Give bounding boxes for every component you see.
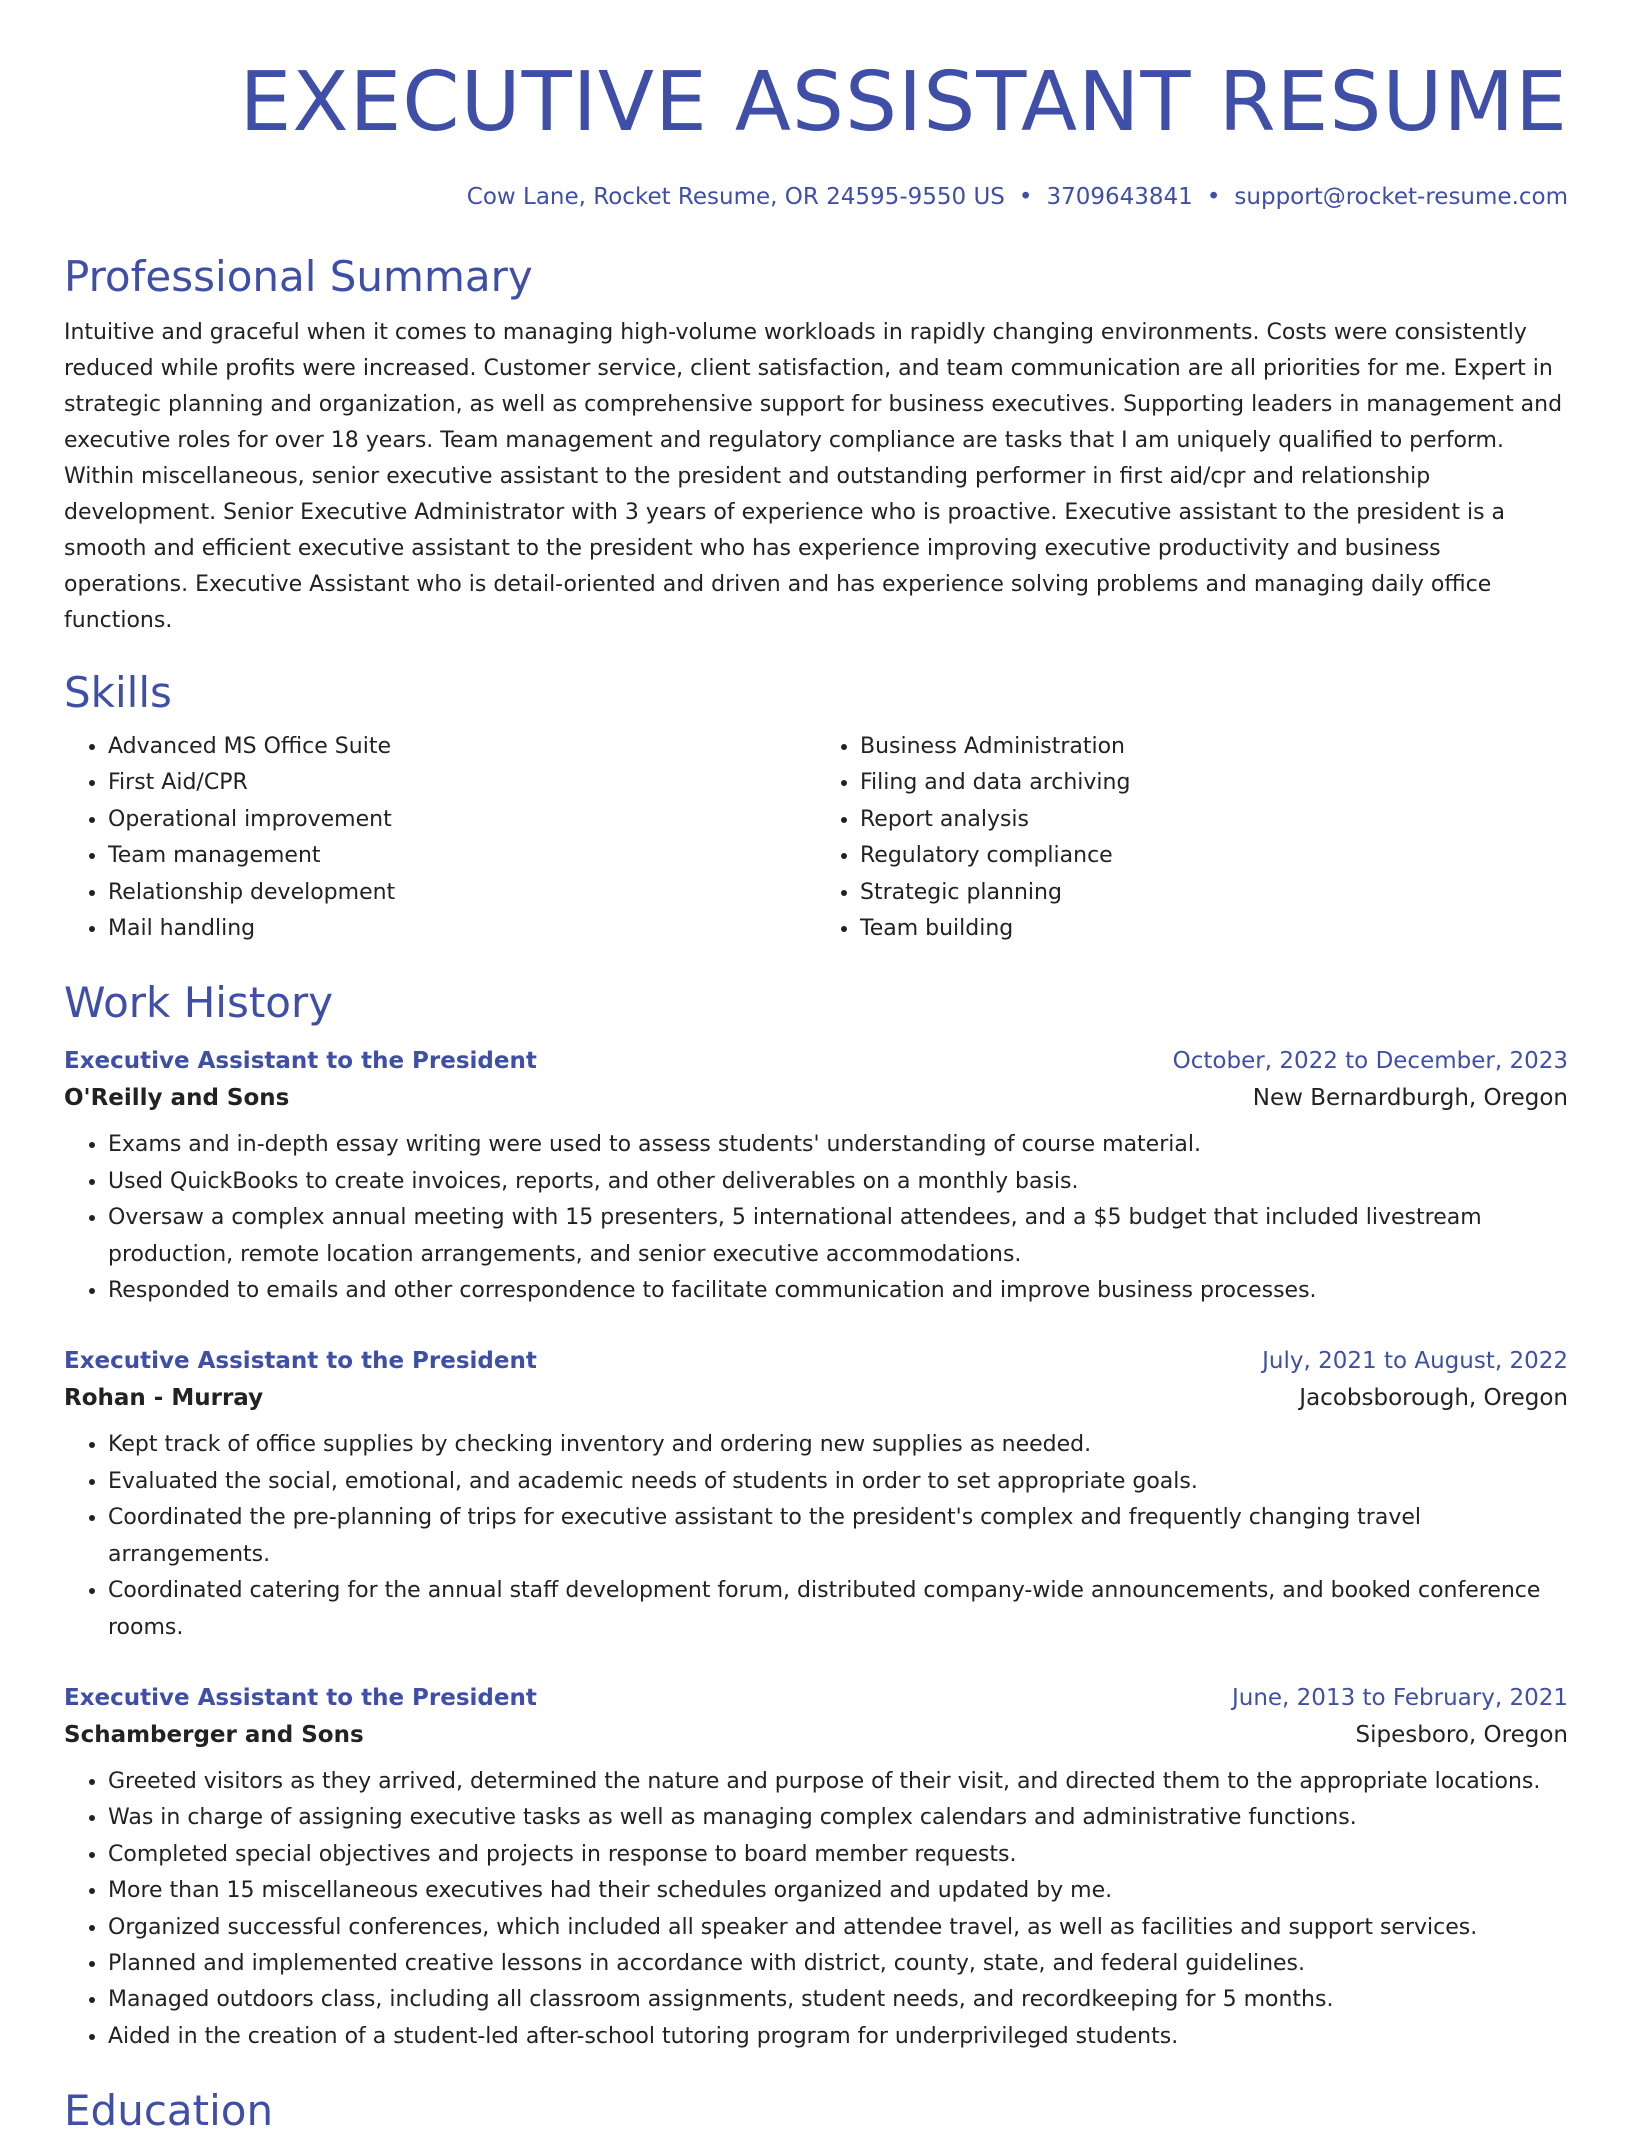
job-duty: • Planned and implemented creative lessons in accordance with district, county, state, and federal guidelines. bbox=[108, 1946, 1568, 1982]
job-entry bbox=[64, 1680, 1568, 2055]
skills-list bbox=[64, 729, 1568, 947]
job-header-row bbox=[64, 1680, 1568, 1716]
job-duty: • Greeted visitors as they arrived, determined the nature and purpose of their visit, and directed them to the appropriate locations. bbox=[108, 1764, 1568, 1800]
skill-item: • Filing and data archiving bbox=[860, 765, 1568, 801]
job-duty: • Oversaw a complex annual meeting with 15 presenters, 5 international attendees, and a $5 budget that included livestream production, remote location arrangements, and senior executive accommodations. bbox=[108, 1200, 1568, 1273]
job-location: Jacobsborough, Oregon bbox=[1299, 1385, 1568, 1412]
job-duty: • Used QuickBooks to create invoices, reports, and other deliverables on a monthly basis. bbox=[108, 1164, 1568, 1200]
job-title: Executive Assistant to the President bbox=[64, 1684, 537, 1711]
job-duty: • Coordinated catering for the annual staff development forum, distributed company-wide announcements, and booked conference rooms. bbox=[108, 1573, 1568, 1646]
skills-column-left bbox=[64, 729, 816, 947]
skill-item: • First Aid/CPR bbox=[108, 765, 816, 801]
skill-item: • Mail handling bbox=[108, 911, 816, 947]
contact-line bbox=[64, 181, 1568, 213]
job-duty: • Was in charge of assigning executive tasks as well as managing complex calendars and administrative functions. bbox=[108, 1800, 1568, 1836]
skill-item: • Regulatory compliance bbox=[860, 838, 1568, 874]
job-location: New Bernardburgh, Oregon bbox=[1252, 1085, 1568, 1112]
job-duty: • More than 15 miscellaneous executives had their schedules organized and updated by me. bbox=[108, 1873, 1568, 1909]
professional-summary-heading: Professional Summary bbox=[64, 252, 533, 301]
job-location: Sipesboro, Oregon bbox=[1355, 1721, 1568, 1748]
contact-address: Cow Lane, Rocket Resume, OR 24595-9550 US bbox=[466, 184, 1005, 210]
work-history-heading: Work History bbox=[64, 978, 334, 1028]
job-company-row bbox=[64, 1716, 1568, 1754]
job-company: O'Reilly and Sons bbox=[64, 1085, 290, 1112]
professional-summary-text: Intuitive and graceful when it comes to managing high-volume workloads in rapidly changing environments. Costs were consistently reduced while profits were increased. Customer service, client satisfaction, and team communication are all priorities for me. Expert in strategic planning and organization, as well as comprehensive support for business executives. Supporting leaders in management and executive roles for over 18 years. Team management and regulatory compliance are tasks that I am uniquely qualified to perform. Within miscellaneous, senior executive assistant to the president and outstanding performer in first aid/cpr and relationship development. Senior Executive Administrator with 3 years of experience who is proactive. Executive assistant to the president is a smooth and efficient executive assistant to the president who has experience improving executive productivity and business operations. Executive Assistant who is detail-oriented and driven and has experience solving problems and managing daily office functions. bbox=[64, 320, 1563, 633]
skill-item: • Business Administration bbox=[860, 729, 1568, 765]
job-header-row bbox=[64, 1043, 1568, 1079]
job-duties-list bbox=[64, 1127, 1568, 1309]
skill-item: • Strategic planning bbox=[860, 875, 1568, 911]
contact-email: support@rocket-resume.com bbox=[1234, 184, 1568, 210]
job-duties-list bbox=[64, 1764, 1568, 2055]
skill-item: • Operational improvement bbox=[108, 802, 816, 838]
job-dates: June, 2013 to February, 2021 bbox=[1231, 1684, 1568, 1711]
job-company-row bbox=[64, 1379, 1568, 1417]
job-duty: • Aided in the creation of a student-led after-school tutoring program for underprivileged students. bbox=[108, 2019, 1568, 2055]
job-duty: • Kept track of office supplies by checking inventory and ordering new supplies as needed. bbox=[108, 1427, 1568, 1463]
job-entry bbox=[64, 1043, 1568, 1309]
job-title: Executive Assistant to the President bbox=[64, 1048, 537, 1075]
contact-separator: • bbox=[1206, 184, 1221, 210]
skill-item: • Team management bbox=[108, 838, 816, 874]
job-duty: • Organized successful conferences, which included all speaker and attendee travel, as well as facilities and support services. bbox=[108, 1910, 1568, 1946]
job-company: Schamberger and Sons bbox=[64, 1721, 364, 1748]
job-duty: • Evaluated the social, emotional, and academic needs of students in order to set appropriate goals. bbox=[108, 1464, 1568, 1500]
skill-item: • Advanced MS Office Suite bbox=[108, 729, 816, 765]
job-entry bbox=[64, 1343, 1568, 1645]
job-title: Executive Assistant to the President bbox=[64, 1348, 537, 1375]
job-duty: • Managed outdoors class, including all classroom assignments, student needs, and recordkeeping for 5 months. bbox=[108, 1982, 1568, 2018]
skill-item: • Relationship development bbox=[108, 875, 816, 911]
skills-heading: Skills bbox=[64, 668, 172, 717]
education-heading: Education bbox=[64, 2086, 274, 2136]
job-dates: July, 2021 to August, 2022 bbox=[1262, 1348, 1568, 1375]
job-company: Rohan - Murray bbox=[64, 1385, 264, 1412]
job-duties-list bbox=[64, 1427, 1568, 1645]
job-dates: October, 2022 to December, 2023 bbox=[1172, 1048, 1568, 1075]
contact-separator: • bbox=[1018, 184, 1033, 210]
skill-item: • Team building bbox=[860, 911, 1568, 947]
resume-title: EXECUTIVE ASSISTANT RESUME bbox=[239, 55, 1568, 150]
job-company-row bbox=[64, 1079, 1568, 1117]
contact-phone: 3709643841 bbox=[1046, 184, 1193, 210]
job-duty: • Responded to emails and other correspondence to facilitate communication and improve business processes. bbox=[108, 1273, 1568, 1309]
job-duty: • Exams and in-depth essay writing were used to assess students' understanding of course material. bbox=[108, 1127, 1568, 1163]
skill-item: • Report analysis bbox=[860, 802, 1568, 838]
job-header-row bbox=[64, 1343, 1568, 1379]
job-duty: • Completed special objectives and projects in response to board member requests. bbox=[108, 1837, 1568, 1873]
skills-column-right bbox=[816, 729, 1568, 947]
job-duty: • Coordinated the pre-planning of trips for executive assistant to the president's complex and frequently changing travel arrangements. bbox=[108, 1500, 1568, 1573]
